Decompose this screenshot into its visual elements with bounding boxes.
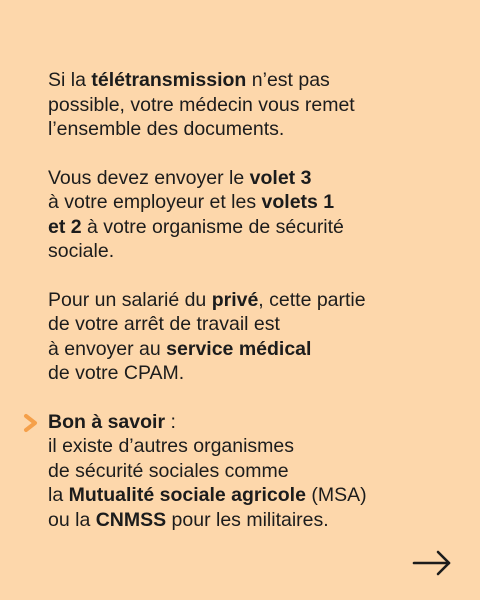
text-segment: , cette partie [258,288,366,311]
text-segment: l’ensemble des documents. [48,118,285,140]
text-line [48,190,448,215]
bold-text: Bon à savoir [48,410,166,433]
tip-text [48,410,448,533]
text-line [48,459,448,484]
paragraph-volets [48,166,448,264]
bold-text: volets 1 [261,191,335,213]
bold-text: CNMSS [95,508,167,531]
text-segment: de votre arrêt de travail est [48,313,280,335]
text-segment: à envoyer au [48,337,167,360]
text-line [48,215,448,240]
paragraph-prive [48,288,448,386]
chevron-right-icon [22,413,40,433]
text-segment: la [48,484,69,506]
text-segment: possible, votre médecin vous remet [48,93,355,116]
text-segment: sociale. [48,240,115,262]
text-segment: n’est pas [246,69,330,91]
text-line [48,312,448,337]
text-line [48,337,448,362]
slide-content [48,68,448,556]
text-line [48,68,448,93]
bold-text: Mutualité sociale agricole [68,484,306,506]
text-line [48,434,448,459]
text-segment: : [165,410,176,433]
text-segment: ou la [48,508,96,531]
text-segment: il existe d’autres organismes [48,435,295,457]
text-line [48,288,448,313]
text-segment: pour les militaires. [166,508,329,531]
tip-bon-a-savoir [48,410,448,533]
paragraph-teletransmission [48,68,448,142]
bold-text: et 2 [48,215,82,238]
text-line [48,117,448,142]
text-segment: de votre CPAM. [48,362,185,384]
text-segment: Pour un salarié du [48,288,212,311]
text-segment: à votre employeur et les [48,191,262,213]
text-segment: Si la [48,69,92,91]
bold-text: télétransmission [91,69,247,91]
text-line [48,410,448,435]
text-line [48,483,448,508]
text-line [48,93,448,118]
text-segment: de sécurité sociales comme [48,459,289,482]
text-line [48,239,448,264]
text-line [48,508,448,533]
text-segment: à votre organisme de sécurité [81,215,344,238]
text-segment: Vous devez envoyer le [48,166,250,189]
text-line [48,166,448,191]
bold-text: volet 3 [249,166,312,189]
arrow-right-icon[interactable] [411,548,453,578]
text-segment: (MSA) [305,484,367,506]
text-line [48,361,448,386]
bold-text: service médical [166,337,312,360]
bold-text: privé [211,288,259,311]
